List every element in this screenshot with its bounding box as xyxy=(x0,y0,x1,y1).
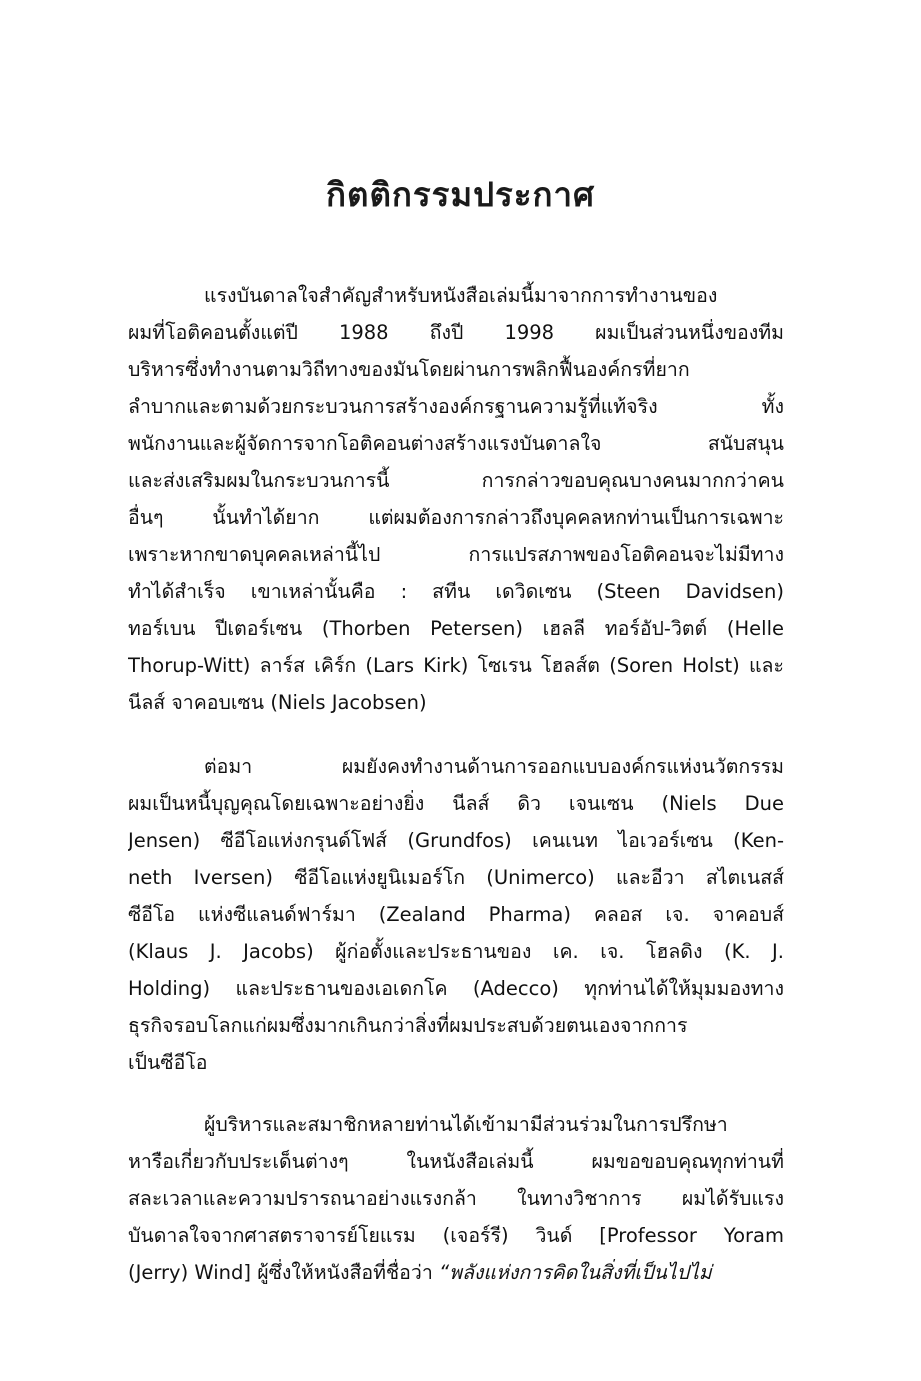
text-line: แรงบันดาลใจสำคัญสำหรับหนังสือเล่มนี้มาจากการทำงานของ xyxy=(204,284,718,307)
page-title: กิตติกรรมประกาศ xyxy=(326,175,595,214)
text-line: พนักงานและผู้จัดการจากโอติคอนต่างสร้างแรงบันดาลใจ สนับสนุน xyxy=(128,432,784,455)
text-line: Holding) และประธานของเอเดกโค (Adecco) ทุกท่านได้ให้มุมมองทาง xyxy=(128,977,784,1000)
text-line: บันดาลใจจากศาสตราจารย์โยแรม (เจอร์รี) วินด์ [Professor Yoram xyxy=(128,1224,784,1247)
text-line: ทอร์เบน ปีเตอร์เซน (Thorben Petersen) เฮลลี ทอร์อัป-วิตต์ (Helle xyxy=(128,617,784,640)
paragraph-2 xyxy=(128,748,784,1081)
text-line: (Klaus J. Jacobs) ผู้ก่อตั้งและประธานของ เค. เจ. โฮลดิง (K. J. xyxy=(128,940,784,963)
text-line: อื่นๆ นั้นทำได้ยาก แต่ผมต้องการกล่าวถึงบุคคลหกท่านเป็นการเฉพาะ xyxy=(128,506,784,529)
paragraph-1 xyxy=(128,277,784,721)
text-line: Jensen) ซีอีโอแห่งกรุนด์โฟส์ (Grundfos) เคนเนท ไอเวอร์เซน (Ken- xyxy=(128,829,784,852)
book-title-italic: “พลังแห่งการคิดในสิ่งที่เป็นไปไม่ xyxy=(438,1261,712,1284)
text-segment: (Jerry) Wind] ผู้ซึ่งให้หนังสือที่ชื่อว่า xyxy=(128,1261,439,1284)
text-line: Thorup-Witt) ลาร์ส เคิร์ก (Lars Kirk) โซเรน โฮลส์ต (Soren Holst) และ xyxy=(128,654,784,677)
text-line: สละเวลาและความปรารถนาอย่างแรงกล้า ในทางวิชาการ ผมได้รับแรง xyxy=(128,1187,784,1210)
text-line: ลำบากและตามด้วยกระบวนการสร้างองค์กรฐานความรู้ที่แท้จริง ทั้ง xyxy=(128,395,784,418)
paragraph-3 xyxy=(128,1106,784,1291)
text-line: ซีอีโอ แห่งซีแลนด์ฟาร์มา (Zealand Pharma) คลอส เจ. จาคอบส์ xyxy=(128,903,784,926)
text-line: และส่งเสริมผมในกระบวนการนี้ การกล่าวขอบคุณบางคนมากกว่าคน xyxy=(128,469,784,492)
text-line: เป็นซีอีโอ xyxy=(128,1051,208,1074)
text-line: ธุรกิจรอบโลกแก่ผมซึ่งมากเกินกว่าสิ่งที่ผมประสบด้วยตนเองจากการ xyxy=(128,1014,688,1037)
text-line: หารือเกี่ยวกับประเด็นต่างๆ ในหนังสือเล่มนี้ ผมขอขอบคุณทุกท่านที่ xyxy=(128,1150,784,1173)
text-line: นีลส์ จาคอบเซน (Niels Jacobsen) xyxy=(128,691,427,714)
text-line: ผู้บริหารและสมาชิกหลายท่านได้เข้ามามีส่วนร่วมในการปรึกษา xyxy=(204,1113,728,1136)
text-line: บริหารซึ่งทำงานตามวิถีทางของมันโดยผ่านการพลิกฟื้นองค์กรที่ยาก xyxy=(128,358,690,381)
text-line: เพราะหากขาดบุคคลเหล่านี้ไป การแปรสภาพของโอติคอนจะไม่มีทาง xyxy=(128,543,784,566)
text-line: ผมที่โอติคอนตั้งแต่ปี 1988 ถึงปี 1998 ผมเป็นส่วนหนึ่งของทีม xyxy=(128,321,784,344)
text-line: neth Iversen) ซีอีโอแห่งยูนิเมอร์โก (Unimerco) และอีวา สไตเนสส์ xyxy=(128,866,784,889)
text-line: ต่อมา ผมยังคงทำงานด้านการออกแบบองค์กรแห่งนวัตกรรม xyxy=(204,755,784,778)
text-line: ทำได้สำเร็จ เขาเหล่านั้นคือ : สทีน เดวิดเซน (Steen Davidsen) xyxy=(128,580,784,603)
text-line: ผมเป็นหนี้บุญคุณโดยเฉพาะอย่างยิ่ง นีลส์ ดิว เจนเซน (Niels Due xyxy=(128,792,784,815)
text-line xyxy=(128,1254,784,1291)
